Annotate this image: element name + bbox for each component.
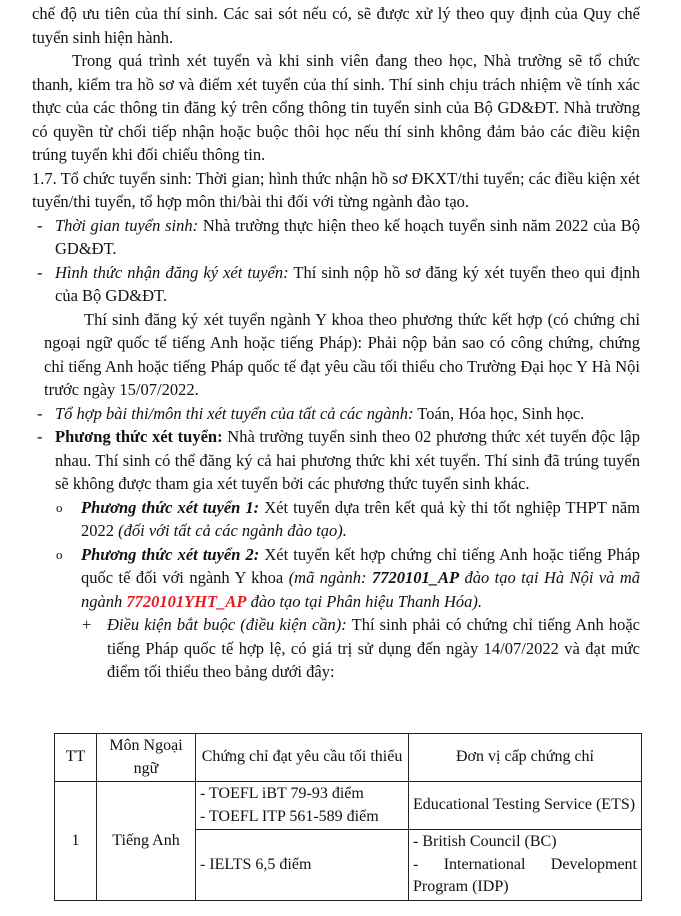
bullet-admission-methods [32, 425, 640, 496]
bullet-label: Hình thức nhận đăng ký xét tuyển: [55, 262, 289, 282]
cell-issuer-ets: Educational Testing Service (ETS) [409, 782, 642, 830]
dash-marker: - [37, 427, 43, 446]
condition-text: Thí sinh phải có chứng chỉ tiếng Anh hoặc tiếng Pháp quốc tế hợp lệ, có giá trị sử dụng đến ngày 14/07/2022 và đạt mức điểm tối thiểu theo bảng dưới đây: [107, 615, 640, 681]
bullet-text: Nhà trường thực hiện theo kế hoạch tuyển sinh năm 2022 của Bộ GD&ĐT. [55, 215, 640, 258]
row-tt: 1 [55, 782, 97, 901]
paragraph-verification: Trong quá trình xét tuyển và khi sinh viên đang theo học, Nhà trường sẽ tổ chức thanh, kiểm tra hồ sơ và điểm xét tuyển của thí sinh. Thí sinh chịu trách nhiệm về tính xác thực của các thông tin đăng ký trên cổng thông tin tuyển sinh của Bộ GD&ĐT. Nhà trường có quyền từ chối tiếp nhận hoặc buộc thôi học nếu thí sinh không đảm bảo các điều kiện trúng tuyển khi đối chiếu thông tin. [32, 51, 640, 164]
dash-marker: - [37, 215, 43, 235]
table-row [55, 782, 642, 830]
method-2-item [32, 543, 640, 614]
cert-ielts: - IELTS 6,5 điểm [196, 830, 409, 901]
certificate-requirements-table [54, 733, 642, 901]
paragraph-continuation: chế độ ưu tiên của thí sinh. Các sai sót nếu có, sẽ được xử lý theo quy định của Quy chế tuyển sinh hiện hành. [32, 4, 640, 47]
bullet-text: Toán, Hóa học, Sinh học. [413, 403, 585, 423]
circle-marker: o [56, 499, 63, 515]
paragraph-certificate-submission: Thí sinh đăng ký xét tuyển ngành Y khoa theo phương thức kết hợp (có chứng chỉ ngoại ngữ quốc tế tiếng Anh hoặc tiếng Pháp): Phải nộp bản sao có công chứng, chứng chỉ tiếng Anh hoặc tiếng Pháp quốc tế đạt yêu cầu tối thiểu cho Trường Đại học Y Hà Nội trước ngày 15/07/2022. [44, 309, 640, 399]
bullet-label: Phương thức xét tuyển: [55, 427, 223, 446]
bullet-label: Thời gian tuyển sinh: [55, 215, 199, 235]
bullet-admission-time [32, 214, 640, 261]
issuer-bc: - British Council (BC) [413, 833, 557, 850]
row-subject: Tiếng Anh [97, 782, 196, 901]
method-2-text: Xét tuyển kết hợp chứng chỉ tiếng Anh hoặc tiếng Pháp quốc tế đối với ngành Y khoa [81, 544, 640, 587]
document-body [32, 2, 640, 684]
method-2-note: đào tạo tại Hà Nội và mã ngành [81, 568, 641, 611]
program-code-thanhhoa: 7720101YHT_AP [126, 591, 247, 611]
header-tt: TT [55, 734, 97, 782]
method-1-label: Phương thức xét tuyển 1: [81, 497, 260, 517]
method-1-item [32, 496, 640, 543]
cert-toefl-ibt: - TOEFL iBT 79-93 điểm [200, 785, 364, 802]
mandatory-condition-item [32, 613, 640, 684]
section-heading-1-7: 1.7. Tổ chức tuyển sinh: Thời gian; hình thức nhận hồ sơ ĐKXT/thi tuyển; các điều kiện xét tuyển/thi tuyển, tổ hợp môn thi/bài thi đối với từng ngành đào tạo. [32, 168, 640, 211]
circle-marker: o [56, 546, 63, 562]
header-language: Môn Ngoại ngữ [97, 734, 196, 782]
bullet-subject-combination [32, 402, 640, 426]
plus-marker: + [82, 615, 92, 634]
dash-marker: - [37, 403, 43, 423]
method-2-note: đào tạo tại Phân hiệu Thanh Hóa). [246, 591, 483, 611]
method-1-note: (đối với tất cả các ngành đào tạo). [118, 521, 347, 540]
table-header-row [55, 734, 642, 782]
method-1-text: Xét tuyển dựa trên kết quả kỳ thi tốt nghiệp THPT năm 2022 [81, 497, 640, 540]
dash-marker: - [37, 262, 43, 282]
program-code-hanoi: 7720101_AP [371, 568, 460, 587]
header-issuer: Đơn vị cấp chứng chỉ [409, 734, 642, 782]
header-certificate: Chứng chỉ đạt yêu cầu tối thiểu [196, 734, 409, 782]
bullet-registration-form [32, 261, 640, 308]
bullet-label: Tổ hợp bài thi/môn thi xét tuyển của tất cả các ngành: [55, 403, 414, 423]
method-2-note: (mã ngành: [288, 568, 372, 587]
cell-issuer-bc-idp [409, 830, 642, 901]
bullet-text: Thí sinh nộp hồ sơ đăng ký xét tuyển theo qui định của Bộ GD&ĐT. [55, 262, 641, 305]
method-2-label: Phương thức xét tuyển 2: [81, 544, 260, 564]
cert-toefl-itp: - TOEFL ITP 561-589 điểm [200, 807, 379, 825]
issuer-idp: - International Development Program (IDP) [413, 855, 637, 895]
cell-toefl [196, 782, 409, 830]
bullet-text: Nhà trường tuyển sinh theo 02 phương thức xét tuyển độc lập nhau. Thí sinh có thể đăng ký cả hai phương thức khi xét tuyển. Thí sinh đã trúng tuyển sẽ không được tham gia xét tuyển bởi các phương thức tuyển sinh khác. [55, 427, 640, 493]
condition-label: Điều kiện bắt buộc (điều kiện cần): [107, 615, 347, 634]
